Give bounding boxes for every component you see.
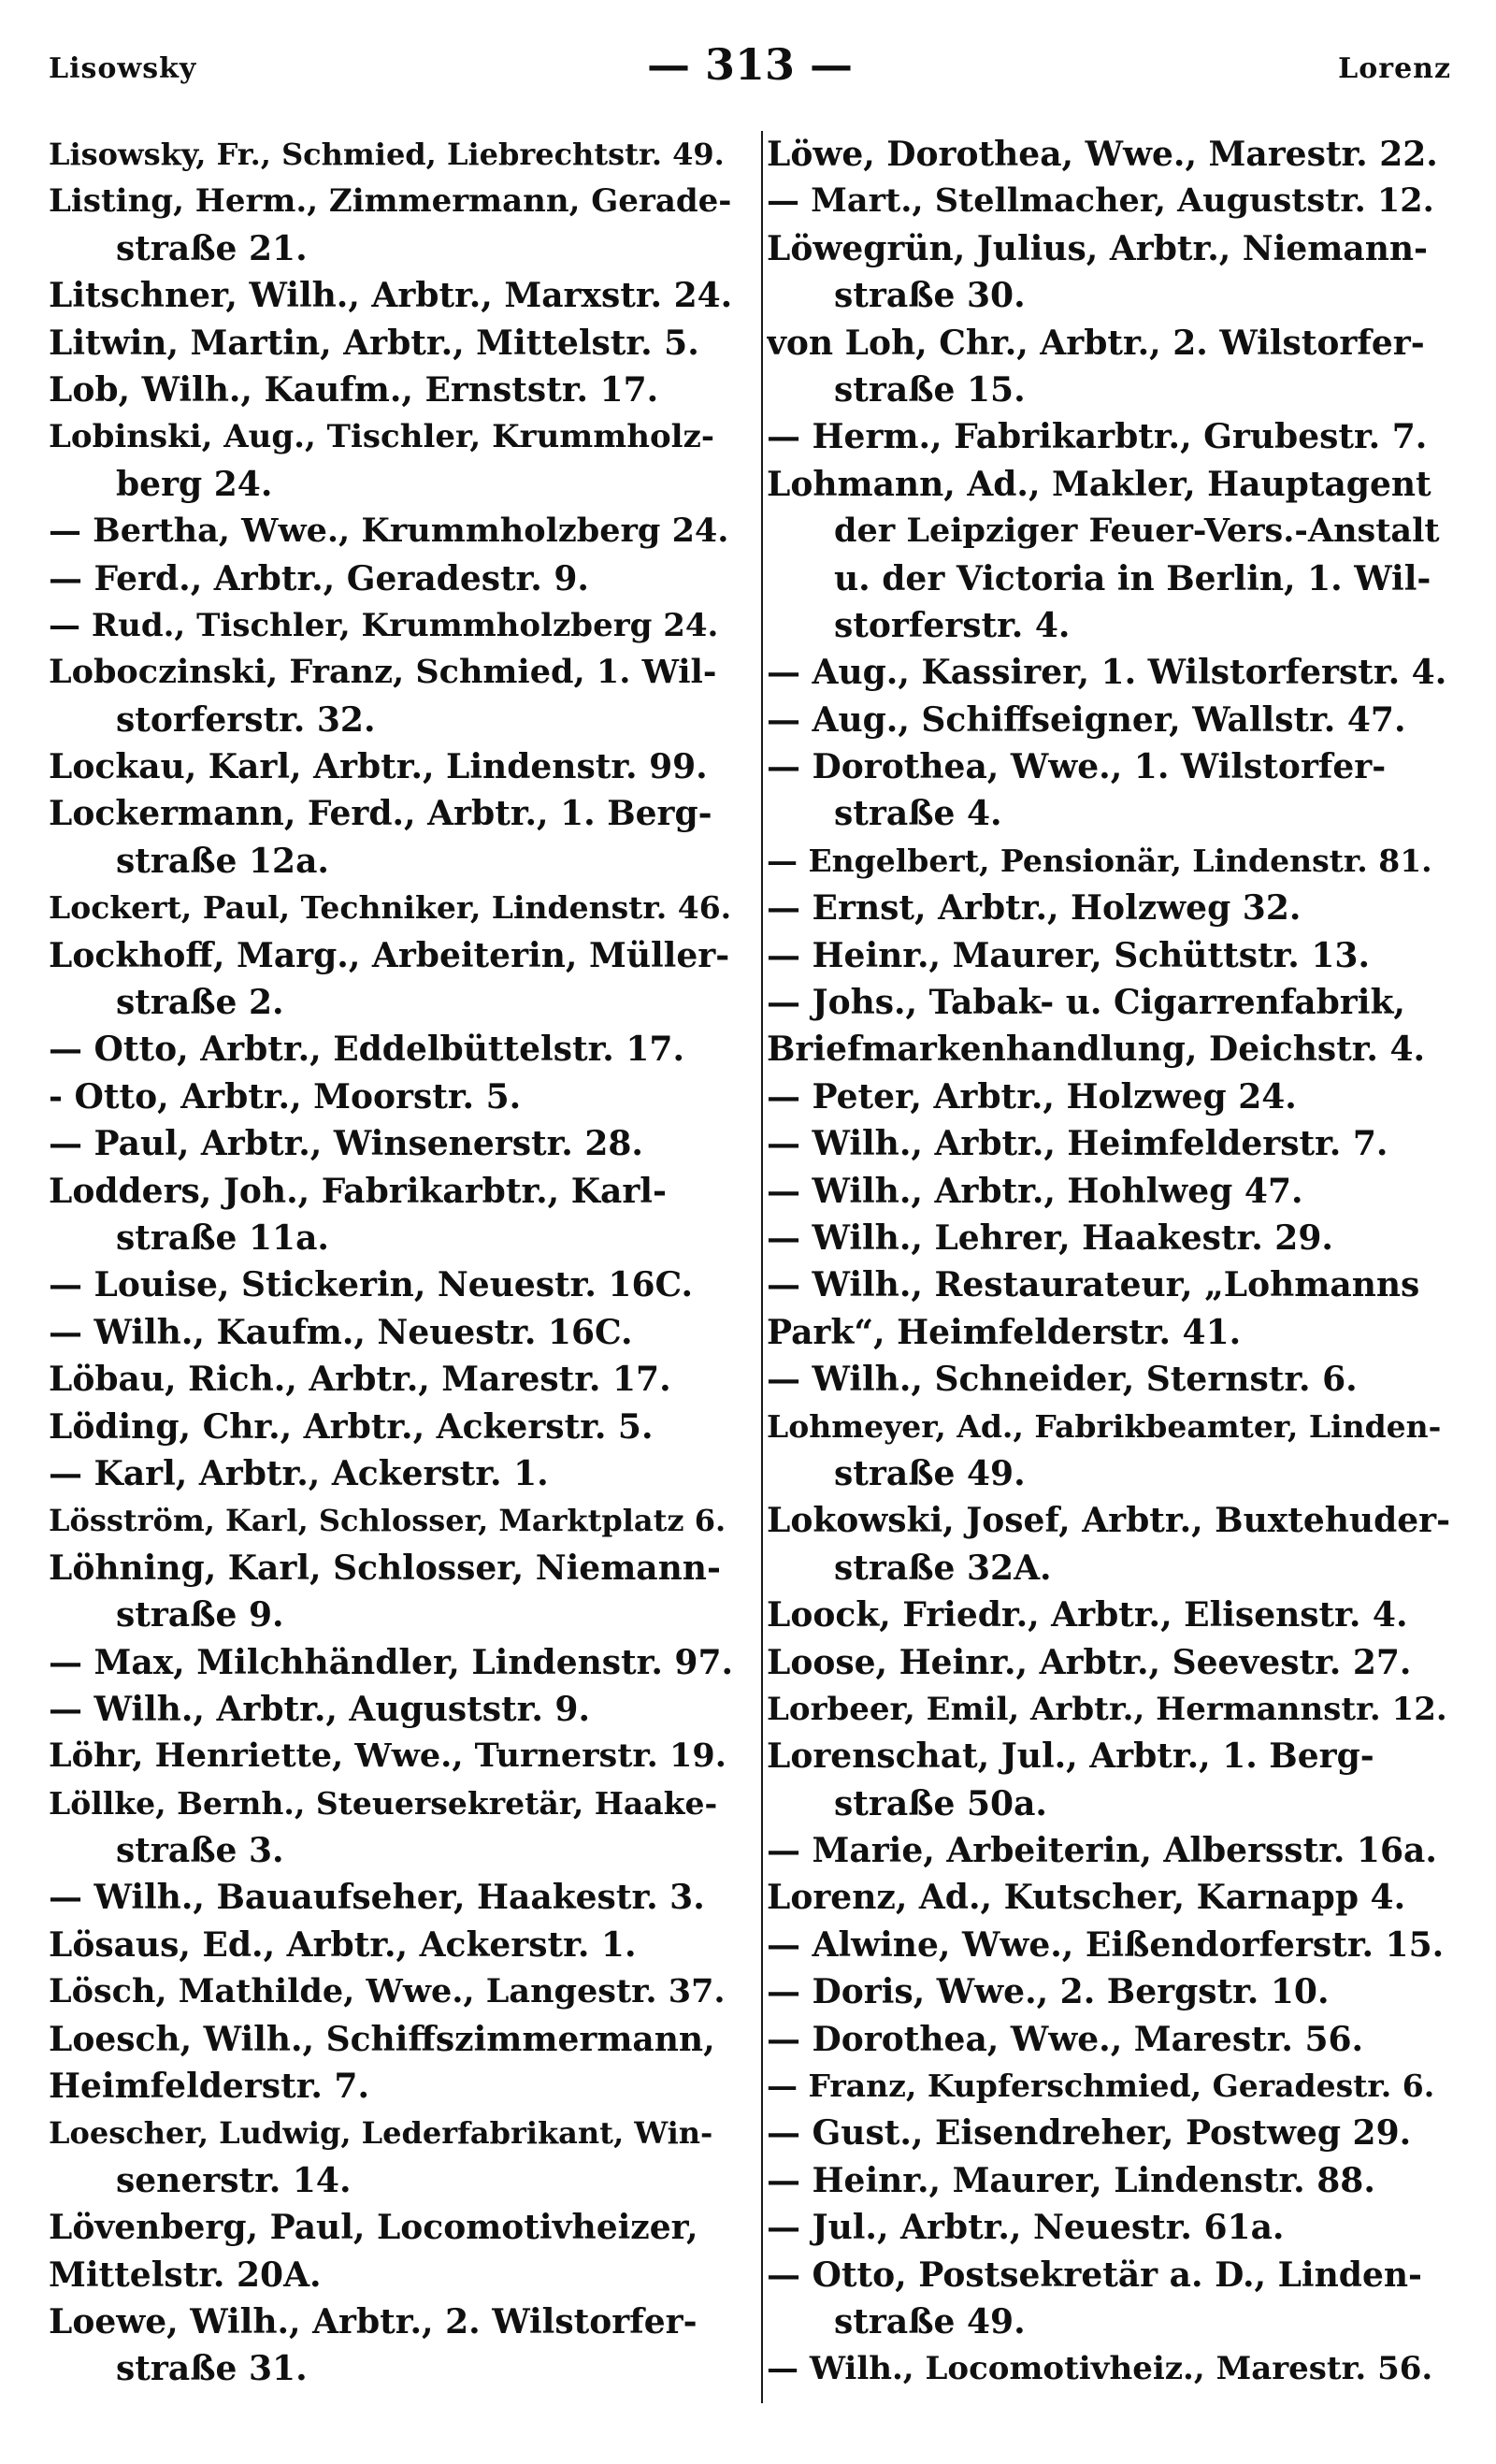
directory-line: Lösaus, Ed., Arbtr., Ackerstr. 1. <box>49 1924 637 1965</box>
directory-line: — Max, Milchhändler, Lindenstr. 97. <box>49 1642 733 1682</box>
directory-line: straße 3. <box>116 1831 284 1871</box>
directory-line: — Ernst, Arbtr., Holzweg 32. <box>767 888 1302 929</box>
directory-line: — Herm., Fabrikarbtr., Grubestr. 7. <box>767 417 1428 457</box>
left-column <box>49 131 750 2393</box>
directory-line: Löding, Chr., Arbtr., Ackerstr. 5. <box>49 1406 654 1447</box>
directory-line: Lockhoff, Marg., Arbeiterin, Müller- <box>49 935 730 975</box>
directory-line: — Rud., Tischler, Krummholzberg 24. <box>49 606 719 644</box>
directory-line: — Wilh., Lehrer, Haakestr. 29. <box>767 1218 1333 1258</box>
directory-line: — Johs., Tabak- u. Cigarrenfabrik, <box>767 983 1405 1023</box>
directory-line: — Peter, Arbtr., Holzweg 24. <box>767 1076 1297 1117</box>
running-head <box>49 36 1451 101</box>
directory-line: straße 2. <box>116 983 284 1023</box>
directory-line: Litschner, Wilh., Arbtr., Marxstr. 24. <box>49 276 733 316</box>
directory-line: — Engelbert, Pensionär, Lindenstr. 81. <box>767 842 1432 879</box>
directory-line: — Paul, Arbtr., Winsenerstr. 28. <box>49 1124 643 1164</box>
directory-line: Listing, Herm., Zimmermann, Gerade- <box>49 182 732 221</box>
directory-line: — Doris, Wwe., 2. Bergstr. 10. <box>767 1972 1330 2012</box>
directory-line: Lorbeer, Emil, Arbtr., Hermannstr. 12. <box>767 1690 1447 1728</box>
directory-line: — Wilh., Arbtr., Hohlweg 47. <box>767 1171 1303 1211</box>
directory-line: Mittelstr. 20A. <box>49 2255 322 2295</box>
directory-line: Lorenschat, Jul., Arbtr., 1. Berg- <box>767 1736 1374 1777</box>
directory-line: — Wilh., Arbtr., Auguststr. 9. <box>49 1689 590 1729</box>
directory-line: straße 21. <box>116 228 308 268</box>
directory-line: Lokowski, Josef, Arbtr., Buxtehuder- <box>767 1501 1451 1541</box>
directory-line: Litwin, Martin, Arbtr., Mittelstr. 5. <box>49 323 699 363</box>
directory-line: straße 30. <box>834 276 1026 316</box>
directory-line: — Otto, Postsekretär a. D., Linden- <box>767 2255 1422 2295</box>
directory-line: Lob, Wilh., Kaufm., Ernststr. 17. <box>49 369 659 410</box>
directory-line: Löhr, Henriette, Wwe., Turnerstr. 19. <box>49 1736 726 1776</box>
directory-line: — Heinr., Maurer, Schüttstr. 13. <box>767 935 1370 975</box>
directory-line: — Heinr., Maurer, Lindenstr. 88. <box>767 2160 1375 2200</box>
directory-line: Lockermann, Ferd., Arbtr., 1. Berg- <box>49 794 712 834</box>
directory-line: Lösch, Mathilde, Wwe., Langestr. 37. <box>49 1972 726 2011</box>
directory-line: Lisowsky, Fr., Schmied, Liebrechtstr. 49. <box>49 137 725 172</box>
directory-line: Lohmeyer, Ad., Fabrikbeamter, Linden- <box>767 1407 1442 1445</box>
directory-line: Löhning, Karl, Schlosser, Niemann- <box>49 1548 721 1588</box>
directory-line: Lockert, Paul, Techniker, Lindenstr. 46. <box>49 889 732 927</box>
directory-line: — Dorothea, Wwe., Marestr. 56. <box>767 2019 1364 2059</box>
directory-line: — Marie, Arbeiterin, Albersstr. 16a. <box>767 1831 1437 1871</box>
directory-line: straße 12a. <box>116 841 329 881</box>
directory-line: Lodders, Joh., Fabrikarbtr., Karl- <box>49 1171 667 1211</box>
directory-line: — Louise, Stickerin, Neuestr. 16C. <box>49 1265 694 1305</box>
directory-line: straße 11a. <box>116 1218 329 1258</box>
directory-line: Löllke, Bernh., Steuersekretär, Haake- <box>49 1784 718 1822</box>
right-column <box>750 131 1451 2393</box>
directory-line: berg 24. <box>116 464 273 504</box>
header-left-catchword: Lisowsky <box>49 52 197 85</box>
directory-line: von Loh, Chr., Arbtr., 2. Wilstorfer- <box>767 323 1425 363</box>
directory-line: straße 9. <box>116 1595 284 1635</box>
directory-line: der Leipziger Feuer-Vers.-Anstalt <box>834 512 1440 551</box>
directory-line: storferstr. 4. <box>834 605 1071 645</box>
directory-line: — Wilh., Locomotivheiz., Marestr. 56. <box>767 2350 1433 2388</box>
directory-line: Loose, Heinr., Arbtr., Seevestr. 27. <box>767 1642 1412 1682</box>
directory-line: — Gust., Eisendreher, Postweg 29. <box>767 2113 1412 2154</box>
directory-line: — Otto, Arbtr., Eddelbüttelstr. 17. <box>49 1030 684 1070</box>
directory-line: Loescher, Ludwig, Lederfabrikant, Win- <box>49 2115 713 2152</box>
directory-line: Loewe, Wilh., Arbtr., 2. Wilstorfer- <box>49 2301 698 2342</box>
directory-line: Loock, Friedr., Arbtr., Elisenstr. 4. <box>767 1595 1408 1635</box>
directory-line: straße 32A. <box>834 1548 1052 1588</box>
directory-line: — Wilh., Arbtr., Heimfelderstr. 7. <box>767 1124 1388 1164</box>
directory-line: Lobinski, Aug., Tischler, Krummholz- <box>49 418 714 456</box>
directory-line: straße 15. <box>834 369 1026 410</box>
directory-line: Park“, Heimfelderstr. 41. <box>767 1312 1242 1352</box>
directory-line: straße 49. <box>834 1453 1026 1493</box>
directory-line: storferstr. 32. <box>116 699 376 740</box>
directory-line: Löwegrün, Julius, Arbtr., Niemann- <box>767 228 1428 268</box>
directory-line: — Dorothea, Wwe., 1. Wilstorfer- <box>767 747 1387 787</box>
directory-line: Briefmarkenhandlung, Deichstr. 4. <box>767 1030 1426 1070</box>
directory-line: Loesch, Wilh., Schiffszimmermann, <box>49 2019 715 2059</box>
directory-line: Lösström, Karl, Schlosser, Marktplatz 6. <box>49 1503 726 1539</box>
directory-line: Loboczinski, Franz, Schmied, 1. Wil- <box>49 653 717 692</box>
directory-line: — Ferd., Arbtr., Geradestr. 9. <box>49 558 589 598</box>
directory-line: — Franz, Kupferschmied, Geradestr. 6. <box>767 2068 1435 2105</box>
directory-line: Löbau, Rich., Arbtr., Marestr. 17. <box>49 1360 671 1400</box>
directory-line: — Mart., Stellmacher, Auguststr. 12. <box>767 181 1434 221</box>
directory-line: Lövenberg, Paul, Locomotivheizer, <box>49 2208 698 2248</box>
directory-line: u. der Victoria in Berlin, 1. Wil- <box>834 558 1431 598</box>
directory-line: - Otto, Arbtr., Moorstr. 5. <box>49 1076 522 1117</box>
directory-line: Lorenz, Ad., Kutscher, Karnapp 4. <box>767 1878 1406 1918</box>
directory-line: straße 4. <box>834 794 1002 834</box>
directory-line: — Alwine, Wwe., Eißendorferstr. 15. <box>767 1924 1445 1965</box>
directory-line: straße 31. <box>116 2349 308 2389</box>
directory-line: Heimfelderstr. 7. <box>49 2067 370 2107</box>
directory-line: straße 49. <box>834 2301 1026 2342</box>
directory-line: — Wilh., Schneider, Sternstr. 6. <box>767 1360 1358 1400</box>
directory-line: — Aug., Kassirer, 1. Wilstorferstr. 4. <box>767 653 1447 693</box>
directory-line: — Wilh., Kaufm., Neuestr. 16C. <box>49 1312 633 1352</box>
directory-line: — Karl, Arbtr., Ackerstr. 1. <box>49 1453 549 1493</box>
directory-line: — Bertha, Wwe., Krummholzberg 24. <box>49 512 729 551</box>
directory-line: — Wilh., Bauaufseher, Haakestr. 3. <box>49 1878 705 1918</box>
directory-line: straße 50a. <box>834 1783 1047 1823</box>
directory-line: senerstr. 14. <box>116 2160 352 2200</box>
directory-line: — Aug., Schiffseigner, Wallstr. 47. <box>767 699 1406 740</box>
directory-line: — Jul., Arbtr., Neuestr. 61a. <box>767 2208 1285 2248</box>
columns <box>49 131 1451 2393</box>
page-number: — 313 — <box>646 39 854 90</box>
directory-line: Lockau, Karl, Arbtr., Lindenstr. 99. <box>49 747 708 787</box>
header-right-catchword: Lorenz <box>1338 52 1451 85</box>
directory-line: — Wilh., Restaurateur, „Lohmanns <box>767 1265 1420 1305</box>
directory-line: Löwe, Dorothea, Wwe., Marestr. 22. <box>767 135 1438 174</box>
directory-line: Lohmann, Ad., Makler, Hauptagent <box>767 464 1431 504</box>
